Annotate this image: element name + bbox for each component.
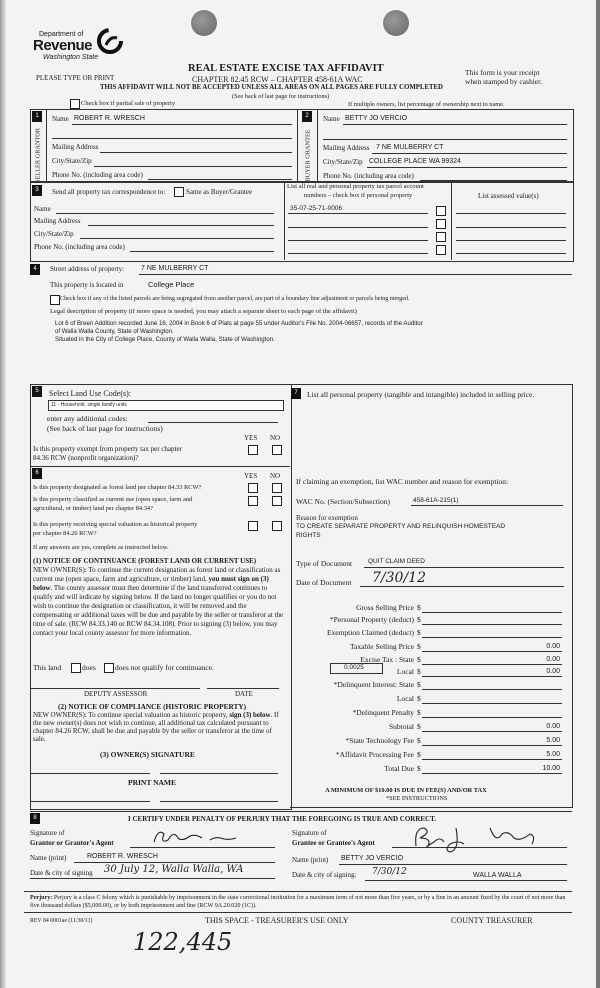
logo-line3: Washington State (43, 54, 99, 61)
reason-label: Reason for exemption (296, 514, 358, 522)
currency-sign: $ (417, 680, 421, 689)
notice1-text (33, 566, 285, 638)
print-name-label: PRINT NAME (128, 778, 176, 787)
fee-line (422, 651, 562, 652)
fee-line (422, 759, 562, 760)
receipt-line1: This form is your receipt (465, 68, 540, 77)
grantee-date[interactable]: 7/30/12 (372, 867, 407, 877)
perjury-text: Perjury is a class C felony which is punishable by imprisonment in the state correctional institution for a maximum term of not more than five years, or by a fine in an amount fixed by the court of not more than five thousand dollars ($5,000.00), or by both imprisonment and fine (RCW 9A.20.020 (1C)). (30, 895, 566, 909)
wac-value[interactable]: 458-61A-215(1) (413, 497, 459, 504)
owner-signature-line[interactable] (160, 773, 278, 774)
seller-phone-label: Phone No. (including area code) (52, 171, 143, 179)
does-not-checkbox[interactable] (104, 663, 114, 673)
grantor-signature (150, 826, 240, 848)
land-use-label: Select Land Use Code(s): (49, 389, 131, 398)
fee-label: Exemption Claimed (deduct) (326, 628, 414, 637)
doc-type-value[interactable]: QUIT CLAIM DEED (368, 558, 425, 565)
s3-phone-field[interactable] (130, 251, 274, 252)
reason-value[interactable]: TO CREATE SEPARATE PROPERTY AND RELINQUISH HOMESTEAD RIGHTS (296, 523, 506, 539)
scan-right-edge (596, 0, 600, 988)
personal-property-checkbox[interactable] (436, 232, 446, 242)
personal-property-checkbox[interactable] (436, 245, 446, 255)
see-back: (See back of last page for instructions) (232, 93, 330, 100)
rev-number: REV 84 0001ae (11/30/11) (30, 918, 93, 924)
grantee-signature (410, 822, 540, 854)
section8-bottom-line (24, 891, 572, 892)
buyer-mailing-line (372, 153, 567, 154)
fee-label: Local (396, 667, 414, 676)
currency-sign: $ (417, 736, 421, 745)
fee-label: *Affidavit Processing Fee (335, 750, 414, 759)
buyer-mailing[interactable]: 7 NE MULBERRY CT (376, 144, 444, 151)
personal-property-checkbox[interactable] (436, 206, 446, 216)
section-number-7: 7 (291, 388, 301, 399)
grantor-date-city-label: Date & city of signing (30, 869, 93, 877)
this-land-label: This land (33, 663, 62, 672)
exempt-q-line2: 84.36 RCW (nonprofit organization)? (33, 454, 139, 462)
buyer-side-label: BUYER GRANTEE (304, 129, 312, 182)
assessed-header: List assessed value(s) (478, 192, 539, 200)
divider (317, 109, 318, 181)
treasurer-use-only: THIS SPACE - TREASURER'S USE ONLY (205, 916, 349, 925)
fee-label: *State Technology Fee (345, 736, 414, 745)
fee-label: Taxable Selling Price (349, 642, 414, 651)
minimum-note: A MINIMUM OF $10.00 IS DUE IN FEE(S) AND/OR TAX (325, 787, 487, 794)
section-number-4: 4 (30, 264, 40, 275)
current-use-no-checkbox[interactable] (272, 496, 282, 506)
s3-city-field[interactable] (80, 238, 274, 239)
exempt-no-checkbox[interactable] (272, 445, 282, 455)
fee-line (422, 731, 562, 732)
section6-top-line (30, 466, 290, 467)
buyer-city-line (367, 167, 567, 168)
does-checkbox[interactable] (71, 663, 81, 673)
street-label: Street address of property: (50, 265, 125, 273)
if-yes-note: If any answers are yes, complete as instructed below. (33, 544, 169, 551)
currency-sign: $ (417, 615, 421, 624)
s3-city-label: City/State/Zip (34, 230, 74, 238)
logo-line2: Revenue (33, 37, 93, 54)
exempt-yes-checkbox[interactable] (248, 445, 258, 455)
historic-yes-checkbox[interactable] (248, 521, 258, 531)
legal-line: Lot 6 of Breen Addition recorded June 16, 2004 in Book 6 of Plats at page 55 under Auditor's File No. 2004-06657, records of the Auditor (55, 320, 423, 327)
s3-mailing-label: Mailing Address (34, 217, 81, 225)
print-name-line[interactable] (160, 801, 278, 802)
grantor-sig-of: Signature of (30, 829, 65, 837)
seller-city-label: City/State/Zip (52, 157, 92, 165)
fee-line (422, 717, 562, 718)
local-rate-box (330, 663, 383, 674)
assessed-value-field[interactable] (456, 253, 566, 254)
does-label: does (82, 663, 96, 672)
fee-label: *Delinquent Penalty (352, 708, 414, 717)
exempt-q-line1: Is this property exempt from property tax per chapter (33, 445, 182, 453)
partial-sale-checkbox[interactable] (70, 99, 80, 109)
parcel-header-1: List all real and personal property tax parcel account (287, 183, 424, 190)
seller-phone-field[interactable] (148, 179, 292, 180)
yes-header: YES (244, 434, 258, 442)
notice2-title: (2) NOTICE OF COMPLIANCE (HISTORIC PROPERTY) (58, 702, 247, 711)
s3-name-field[interactable] (56, 213, 274, 214)
please-type: PLEASE TYPE OR PRINT (36, 74, 115, 82)
no-header: NO (270, 434, 281, 442)
certify-statement: I CERTIFY UNDER PENALTY OF PERJURY THAT THE FOREGOING IS TRUE AND CORRECT. (128, 815, 437, 823)
notice1-title: (1) NOTICE OF CONTINUANCE (FOREST LAND OR CURRENT USE) (33, 557, 257, 565)
notice1-b: . The county assessor must then determine if the land transferred continues to qualify and will indicate by signing below. If the land no longer qualifies or you do not wish to continue the designation or classification, it will be removed and the compensating or additional taxes will be due and payable by the seller or transferor at the time of sale. (RCW 84.33.140 or RCW 84.34.108). Prior to signing (3) below, you may contact your local county assessor for more information. (33, 584, 284, 637)
doc-date-line (360, 586, 564, 587)
buyer-mailing-label: Mailing Address (323, 144, 370, 152)
local-rate[interactable]: 0.0025 (344, 664, 364, 671)
fee-line (422, 773, 562, 774)
grantee-city[interactable]: WALLA WALLA (473, 872, 522, 879)
wac-label: WAC No. (Section/Subsection) (296, 497, 390, 506)
section-number-2: 2 (302, 111, 312, 122)
street-value[interactable]: 7 NE MULBERRY CT (141, 265, 209, 272)
currency-sign: $ (417, 642, 421, 651)
partial-sale-label: Check box if partial sale of property (81, 100, 176, 107)
currency-sign: $ (417, 603, 421, 612)
buyer-phone-label: Phone No. (including area code) (323, 172, 414, 180)
additional-codes-label: enter any additional codes: (47, 414, 128, 423)
personal-property-label: List all personal property (tangible and intangible) included in selling price. (307, 390, 535, 399)
section-number-3: 3 (32, 185, 42, 196)
seller-mailing-label: Mailing Address (52, 143, 99, 151)
fee-line (422, 676, 562, 677)
doc-date-label: Date of Document (296, 578, 352, 587)
historic-question-2: per chapter 84.26 RCW? (33, 530, 97, 537)
buyer-city[interactable]: COLLEGE PLACE WA 99324 (369, 158, 461, 165)
grantor-name-label: Name (print) (30, 854, 67, 862)
deputy-assessor-label: DEPUTY ASSESSOR (84, 690, 148, 698)
s3-mailing-field[interactable] (88, 225, 274, 226)
notice2-b: . If the new owner(s) does not wish to continue, all additional tax calculated pursuant to chapter 84.26 RCW, shall be due and payable by the seller or transferor at the time of sale. (33, 711, 279, 743)
grantor-date-line (30, 878, 275, 879)
grantee-sig-of: Signature of (292, 829, 327, 837)
handwritten-number: 122,445 (133, 928, 233, 956)
date-label: DATE (235, 690, 253, 698)
doc-date-value[interactable]: 7/30/12 (372, 570, 426, 586)
perjury-label: Perjury: (30, 895, 53, 901)
divider (451, 181, 452, 260)
warning: THIS AFFIDAVIT WILL NOT BE ACCEPTED UNLESS ALL AREAS ON ALL PAGES ARE FULLY COMPLETED (100, 84, 443, 91)
section7-top-line (290, 384, 572, 385)
fee-label: *Personal Property (deduct) (329, 615, 414, 624)
parcel-number[interactable]: 35-07-25-71-0006 (290, 205, 343, 212)
section8-top-line (30, 811, 572, 812)
parcel-header-2: numbers – check box if personal property (304, 192, 413, 199)
segregated-checkbox[interactable] (50, 295, 60, 305)
divider (284, 181, 285, 260)
s6-no: NO (270, 472, 281, 480)
scan-left-edge (0, 0, 6, 988)
wac-line (411, 505, 563, 506)
legal-label: Legal description of property (if more space is needed, you may attach a separate sheet to each page of the affidavit) (50, 308, 357, 315)
notice2-a: NEW OWNER(S): To continue special valuation as historic property, (33, 711, 228, 719)
fee-value[interactable]: 5.00 (546, 737, 560, 744)
grantee-name-line (339, 864, 567, 865)
seller-name-line2 (52, 138, 292, 139)
buyer-name[interactable]: BETTY JO VERCIO (345, 115, 408, 122)
parcel-line[interactable] (288, 240, 428, 241)
currency-sign: $ (417, 667, 421, 676)
county-treasurer: COUNTY TREASURER (451, 916, 533, 925)
fee-label: Gross Selling Price (356, 603, 414, 612)
does-not-label: does not qualify for continuance. (115, 663, 214, 672)
currency-sign: $ (417, 708, 421, 717)
current-use-question-1: Is this property classified as current use (open space, farm and (33, 496, 193, 503)
dor-logo (33, 28, 133, 66)
buyer-name-label: Name (323, 115, 340, 123)
fee-value[interactable]: 0.00 (546, 643, 560, 650)
additional-codes-field[interactable] (148, 422, 278, 423)
currency-sign: $ (417, 750, 421, 759)
bottom-line (290, 807, 572, 808)
perjury-notice (30, 894, 575, 910)
current-use-yes-checkbox[interactable] (248, 496, 258, 506)
s3-name-label: Name (34, 205, 51, 213)
currency-sign: $ (417, 722, 421, 731)
fee-value[interactable]: 0.00 (546, 668, 560, 675)
parcel-line (288, 213, 428, 214)
section-number-1: 1 (32, 111, 42, 122)
form-title: REAL ESTATE EXCISE TAX AFFIDAVIT (188, 63, 384, 74)
notice2-text (33, 711, 285, 743)
punch-hole (191, 10, 217, 36)
fee-label: *Delinquent Interest: State (333, 680, 414, 689)
grantor-date-city[interactable]: 30 July 12, Walla Walla, WA (104, 864, 244, 875)
currency-sign: $ (417, 655, 421, 664)
section-number-8: 8 (30, 813, 40, 824)
divider (297, 109, 298, 181)
exemption-label: If claiming an exemption, list WAC number and reason for exemption: (296, 477, 509, 486)
fee-line (422, 637, 562, 638)
grantee-name-print[interactable]: BETTY JO VERCIO (341, 855, 404, 862)
grantee-agent-label: Grantee or Grantee's Agent (292, 839, 375, 847)
street-line (139, 274, 572, 275)
forest-question: Is this property designated as forest land per chapter 84.33 RCW? (33, 484, 202, 491)
s5-see-back: (See back of last page for instructions) (47, 424, 163, 433)
grantor-agent-label: Grantor or Grantor's Agent (30, 839, 114, 847)
fee-line (422, 612, 562, 613)
land-use-select[interactable] (48, 400, 284, 411)
assessed-value-field[interactable] (456, 213, 566, 214)
fee-value[interactable]: 0.00 (546, 656, 560, 663)
right-column-edge (572, 384, 573, 808)
fee-label: Excise Tax : State (360, 655, 414, 664)
seller-mailing-field[interactable] (100, 152, 292, 153)
grantee-date-line (365, 880, 567, 881)
receipt-line2: when stamped by cashier. (465, 77, 543, 86)
fee-line (422, 664, 562, 665)
historic-no-checkbox[interactable] (272, 521, 282, 531)
fee-value[interactable]: 10.00 (542, 765, 560, 772)
legal-line: of Walla Walla County, State of Washington. (55, 328, 174, 335)
seller-side-label: SELLER GRANTOR (34, 128, 42, 183)
fee-line (422, 689, 562, 690)
legal-line: Situated in the City of College Place, County of Walla Walla, State of Washington. (55, 336, 275, 343)
segregated-label: Check box if any of the listed parcels are being segregated from another parcel, are part of a boundary line adjustment or parcels being merged. (60, 296, 410, 302)
fee-line (422, 703, 562, 704)
personal-property-checkbox[interactable] (436, 219, 446, 229)
forest-no-checkbox[interactable] (272, 483, 282, 493)
parcel-line[interactable] (288, 253, 428, 254)
currency-sign: $ (417, 628, 421, 637)
grantee-date-city-label: Date & city of signing: (292, 871, 357, 879)
same-as-buyer-checkbox[interactable] (174, 187, 184, 197)
multiple-owners-note: If multiple owners, list percentage of ownership next to name. (348, 101, 505, 108)
fee-line (422, 745, 562, 746)
section-number-5: 5 (32, 386, 42, 397)
parcel-line[interactable] (288, 227, 428, 228)
footer-line (24, 912, 572, 913)
notice1-bold: you must sign on (3) below (33, 575, 269, 592)
historic-question-1: Is this property receiving special valuation as historical property (33, 521, 198, 528)
buyer-city-label: City/State/Zip (323, 158, 363, 166)
owner-signature-line[interactable] (30, 773, 150, 774)
fee-value[interactable]: 0.00 (546, 723, 560, 730)
fee-label: Total Due (384, 764, 414, 773)
forest-yes-checkbox[interactable] (248, 483, 258, 493)
located-value[interactable]: College Place (148, 280, 195, 289)
fee-line (422, 624, 562, 625)
land-use-value: 11 - Household, single family units (51, 402, 127, 408)
s3-phone-label: Phone No. (including area code) (34, 243, 125, 251)
s6-yes: YES (244, 472, 258, 480)
assessed-value-field[interactable] (456, 240, 566, 241)
located-label: This property is located in (50, 281, 124, 289)
notice1-a: NEW OWNER(S): To continue the current designation as forest land or classification as current use (open space, farm and agriculture, or timber) land, (33, 566, 281, 583)
grantee-name-label: Name (print) (292, 856, 329, 864)
doc-type-line (364, 567, 564, 568)
buyer-name-line (343, 124, 567, 125)
owner-signature-label: (3) OWNER(S) SIGNATURE (100, 750, 195, 759)
seller-city-field[interactable] (94, 166, 292, 167)
current-use-question-2: agricultural, or timber) land per chapter 84.34? (33, 505, 153, 512)
punch-hole (383, 10, 409, 36)
section-number-6: 6 (32, 468, 42, 479)
deputy-assessor-line[interactable] (30, 688, 200, 689)
same-as-buyer-label: Same as Buyer/Grantee (186, 188, 253, 196)
chapter: CHAPTER 82.45 RCW – CHAPTER 458-61A WAC (192, 75, 363, 84)
logo-mark-icon (97, 28, 123, 54)
assessor-date-line[interactable] (207, 688, 279, 689)
fee-value[interactable]: 5.00 (546, 751, 560, 758)
see-instructions: *SEE INSTRUCTIONS (386, 795, 448, 802)
logo-line1: Department of (39, 31, 84, 38)
grantor-name-line (74, 862, 275, 863)
fee-label: Local (396, 694, 414, 703)
assessed-value-field[interactable] (456, 227, 566, 228)
grantor-name-print[interactable]: ROBERT R. WRESCH (87, 853, 158, 860)
currency-sign: $ (417, 694, 421, 703)
fee-label: Subtotal (388, 722, 414, 731)
divider (46, 109, 47, 181)
doc-type-label: Type of Document (296, 559, 353, 568)
currency-sign: $ (417, 764, 421, 773)
buyer-name-line2 (323, 139, 567, 140)
send-correspondence-label: Send all property tax correspondence to: (52, 188, 166, 196)
notice2-bold: sign (3) below (229, 711, 271, 719)
seller-name-line (72, 124, 292, 125)
print-name-line[interactable] (30, 801, 150, 802)
seller-name-label: Name (52, 115, 69, 123)
seller-name[interactable]: ROBERT R. WRESCH (74, 115, 145, 122)
